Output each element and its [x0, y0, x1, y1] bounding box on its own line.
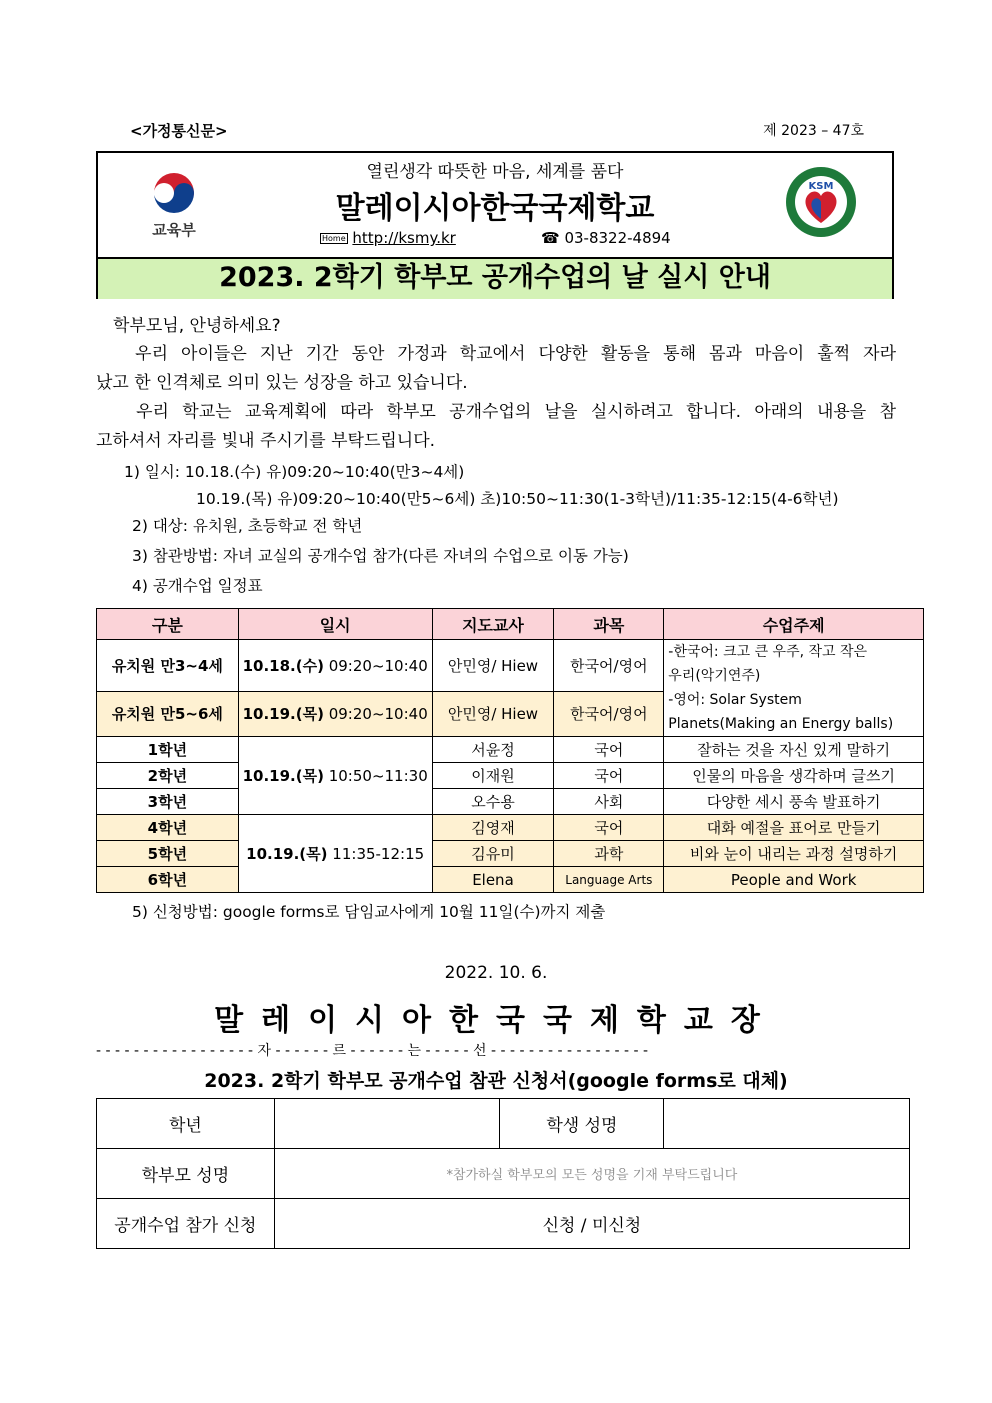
- document-type-label: <가정통신문>: [130, 122, 228, 140]
- header-subject: 과목: [554, 609, 664, 640]
- block1-datetime: [238, 737, 432, 815]
- item-2: 2) 대상: 유치원, 초등학교 전 학년: [132, 517, 363, 535]
- teacher-cell: 오수용: [432, 789, 554, 815]
- application-form: [96, 1098, 910, 1249]
- table-row: [97, 789, 924, 815]
- grade-field[interactable]: [274, 1099, 500, 1149]
- greeting: 학부모님, 안녕하세요?: [113, 316, 281, 336]
- block1-time: 10:50~11:30: [328, 767, 428, 785]
- kinder-date-1: 10.18.(수): [242, 656, 324, 675]
- form-title: 2023. 2학기 학부모 공개수업 참관 신청서(google forms로 대체): [204, 1070, 788, 1092]
- schedule-table: [96, 608, 924, 893]
- student-name-field[interactable]: [664, 1099, 910, 1149]
- schedule-header-row: [97, 609, 924, 640]
- subject-cell: 국어: [554, 815, 664, 841]
- paragraph-2-line-1-text: 우리 학교는 교육계획에 따라 학부모 공개수업의 날을 실시하려고 합니다. 아래의 내용을 참: [136, 402, 896, 422]
- item-4: 4) 공개수업 일정표: [132, 577, 263, 595]
- kinder-teacher-1: 안민영/ Hiew: [432, 640, 554, 692]
- principal-signature: 말레이시아한국국제학교장: [214, 1003, 778, 1038]
- student-name-label: 학생 성명: [500, 1099, 664, 1149]
- table-row: [97, 867, 924, 893]
- block2-datetime: [238, 815, 432, 893]
- kinder-topic-line: -영어: Solar System: [668, 692, 802, 708]
- kinder-topic-line: -한국어: 크고 큰 우주, 작고 작은: [668, 644, 868, 660]
- topic-cell: 다양한 세시 풍속 발표하기: [664, 789, 924, 815]
- grade-cell: 6학년: [97, 867, 239, 893]
- notice-title: 2023. 2학기 학부모 공개수업의 날 실시 안내: [98, 257, 892, 299]
- grade-cell: 1학년: [97, 737, 239, 763]
- kinder-datetime-2: [238, 691, 432, 736]
- grade-cell: 5학년: [97, 841, 239, 867]
- parent-name-field[interactable]: [274, 1149, 909, 1199]
- website-info: [320, 229, 456, 247]
- kinder-subject-2: 한국어/영어: [554, 691, 664, 736]
- teacher-cell: Elena: [432, 867, 554, 893]
- letterhead-top: [98, 153, 892, 257]
- topic-cell: 비와 눈이 내리는 과정 설명하기: [664, 841, 924, 867]
- teacher-cell: 이재원: [432, 763, 554, 789]
- item-1-line-1: 1) 일시: 10.18.(수) 유)09:20~10:40(만3~4세): [124, 463, 465, 481]
- header-teacher: 지도교사: [432, 609, 554, 640]
- topic-cell: People and Work: [664, 867, 924, 893]
- table-row: [97, 737, 924, 763]
- teacher-cell: 김유미: [432, 841, 554, 867]
- block1-date: 10.19.(목): [242, 767, 324, 785]
- item-3: 3) 참관방법: 자녀 교실의 공개수업 참가(다른 자녀의 수업으로 이동 가능): [132, 547, 629, 565]
- topic-cell: 대화 예절을 표어로 만들기: [664, 815, 924, 841]
- kinder-group-2: 유치원 만5~6세: [97, 691, 239, 736]
- parent-name-label: 학부모 성명: [97, 1149, 275, 1199]
- kinder-subject-1: 한국어/영어: [554, 640, 664, 692]
- subject-cell: 과학: [554, 841, 664, 867]
- school-name: 말레이시아한국국제학교: [335, 191, 655, 226]
- subject-cell: 사회: [554, 789, 664, 815]
- phone-number: 03-8322-4894: [564, 229, 671, 247]
- table-row: [97, 815, 924, 841]
- cut-line: - - - - - - - - - - - - - - - - - 자 - - - - - - 르 - - - - - - 는 - - - - - 선 - - - - - - - - - - - - - - - - -: [96, 1043, 649, 1059]
- teacher-cell: 김영재: [432, 815, 554, 841]
- grade-cell: 4학년: [97, 815, 239, 841]
- form-row: [97, 1099, 910, 1149]
- topic-cell: 인물의 마음을 생각하며 글쓰기: [664, 763, 924, 789]
- school-logo-text: KSM: [808, 181, 834, 192]
- topic-cell: 잘하는 것을 자신 있게 말하기: [664, 737, 924, 763]
- ministry-label: 교육부: [152, 221, 196, 239]
- parent-name-hint: *참가하실 학부모의 모든 성명을 기재 부탁드립니다: [446, 1167, 738, 1183]
- kinder-topic: [664, 640, 924, 737]
- paragraph-2-line-2: 고하셔서 자리를 빛내 주시기를 부탁드립니다.: [96, 431, 436, 451]
- grade-label: 학년: [97, 1099, 275, 1149]
- subject-cell: Language Arts: [554, 867, 664, 893]
- apply-choice[interactable]: 신청 / 미신청: [274, 1199, 909, 1249]
- home-icon: Home: [322, 234, 346, 243]
- issue-date: 2022. 10. 6.: [444, 963, 548, 983]
- table-row: [97, 841, 924, 867]
- school-slogan: 열린생각 따뜻한 마음, 세계를 품다: [366, 162, 624, 182]
- header-category: 구분: [97, 609, 239, 640]
- kinder-date-2: 10.19.(목): [242, 705, 324, 724]
- kinder-datetime-1: [238, 640, 432, 692]
- document-number: 제 2023 – 47호: [763, 123, 864, 139]
- kinder-topic-line: 우리(악기연주): [668, 668, 761, 684]
- table-row: [97, 763, 924, 789]
- subject-cell: 국어: [554, 763, 664, 789]
- letterhead: [96, 151, 894, 299]
- website-link[interactable]: http://ksmy.kr: [352, 229, 456, 247]
- form-row: [97, 1149, 910, 1199]
- kinder-group-1: 유치원 만3~4세: [97, 640, 239, 692]
- paragraph-1-line-2: 났고 한 인격체로 의미 있는 성장을 하고 있습니다.: [96, 373, 468, 393]
- form-row: [97, 1199, 910, 1249]
- apply-label: 공개수업 참가 신청: [97, 1199, 275, 1249]
- grade-cell: 2학년: [97, 763, 239, 789]
- paragraph-2-line-1: [96, 398, 896, 427]
- header-datetime: 일시: [238, 609, 432, 640]
- phone-info: [541, 229, 671, 247]
- kinder-topic-line: Planets(Making an Energy balls): [668, 716, 894, 732]
- block2-date: 10.19.(목): [246, 845, 328, 863]
- paragraph-1-line-1: [96, 340, 896, 369]
- subject-cell: 국어: [554, 737, 664, 763]
- kinder-teacher-2: 안민영/ Hiew: [432, 691, 554, 736]
- teacher-cell: 서윤정: [432, 737, 554, 763]
- block2-time: 11:35-12:15: [332, 845, 425, 863]
- school-logo: [784, 165, 858, 243]
- item-5: 5) 신청방법: google forms로 담임교사에게 10월 11일(수)까지 제출: [132, 903, 606, 921]
- kinder-time-1: 09:20~10:40: [328, 656, 428, 675]
- grade-cell: 3학년: [97, 789, 239, 815]
- paragraph-1-line-1-text: 우리 아이들은 지난 기간 동안 가정과 학교에서 다양한 활동을 통해 몸과 마음이 훌쩍 자라: [135, 344, 896, 364]
- table-row: [97, 640, 924, 692]
- item-1-line-2: 10.19.(목) 유)09:20~10:40(만5~6세) 초)10:50~11:30(1-3학년)/11:35-12:15(4-6학년): [196, 490, 839, 508]
- school-emblem-icon: [784, 165, 858, 239]
- header-topic: 수업주제: [664, 609, 924, 640]
- kinder-time-2: 09:20~10:40: [328, 705, 428, 724]
- phone-icon: ☎: [541, 229, 560, 247]
